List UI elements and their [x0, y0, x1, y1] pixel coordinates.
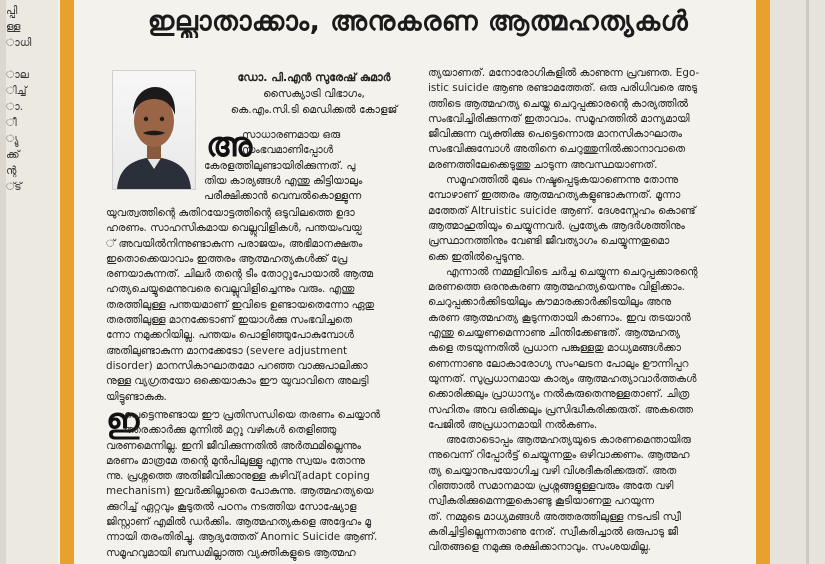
text-line: ത്യ ചെയ്യാനുപയോഗിച്ച വഴി വിശദീകരിക്കരുത്. അത	[428, 464, 677, 477]
text-line: പ്രസ്ഥാനത്തിനും വേണ്ടി ജീവത്യാഗം ചെയ്യുന്നതുമൊ	[428, 235, 670, 248]
author-name: ഡോ. പി.എൻ സുരേഷ് കുമാർ	[237, 71, 391, 84]
text-line: disorder) മാനസികാഘാതമോ പറഞ്ഞ വാക്കുപാലിക്കാ	[106, 359, 368, 372]
text-line: തരത്തിലുള്ള പന്തയമാണ് ഇവിടെ ഉണ്ടായതെന്നോ ഏതു	[106, 298, 374, 311]
text-line: മത്തേത് Altruistic suicide ആണ്. ദേശസ്നേഹം കൊണ്ട്	[428, 204, 696, 217]
text-line: കരിച്ചിട്ടില്ലെന്നതാണു നേര്. സ്വീകരിച്ചാൽ ഒരുപാടു ജീ	[428, 525, 678, 538]
text-line: ക്കൊരിക്കലും പ്രാധാന്യം നൽകരുതെന്നുള്ളതാണ്. ചിത്ര	[428, 388, 690, 401]
text-line: യുന്നത്. സുപ്രധാനമായ കാര്യം ആത്മഹത്യാവാർത്തകൾ	[428, 372, 697, 385]
accent-bar-left	[60, 0, 74, 564]
text-line: സഹിതം അവ ഒരിക്കലും പ്രസിദ്ധീകരിക്കരുത്. അകത്തെ	[428, 403, 693, 416]
text-line: ത്. നമ്മുടെ മാധ്യമങ്ങൾ അത്തരത്തിലുള്ള നടപടി സ്വീ	[428, 510, 681, 523]
text-line: എന്നാൽ നമ്മളിവിടെ ചർച്ച ചെയ്യുന്ന ചെറുപ്പക്കാരന്റെ	[446, 265, 698, 278]
text-line: റിഞ്ഞാൽ സമാനമായ പ്രശ്നങ്ങളുള്ളവരും അതേ വഴി	[428, 480, 674, 493]
text-line: കരണ ആത്മഹത്യ കൂടുന്നതായി കാണാം. ഇവ തടയാൻ	[428, 311, 691, 324]
text-line: ചെറുപ്പക്കാർക്കിടയിലും കൗമാരക്കാർക്കിടയിലും അനു	[428, 296, 672, 309]
text-line: ക്കുറിച്ച് ഏറ്റവും കൂടുതൽ പഠനം നടത്തിയ സോഷ്യോള	[106, 500, 357, 513]
text-line: അതോടൊപ്പം ആത്മഹത്യയുടെ കാരണമെന്തായിരു	[446, 434, 691, 447]
text-line: ണെന്നാണു ലോകാരോഗ്യ സംഘടന പോലും ഊന്നിപ്പറ	[428, 357, 689, 370]
text-line: ഇതൊക്കെയാവാം ഇത്തരം ആത്മഹത്യകൾക്ക് പ്രേ	[106, 252, 348, 265]
text-line: യുവത്വത്തിന്റെ കുതിറയോട്ടത്തിന്റെ ഒടുവിലത്തെ ഉദാ	[106, 207, 355, 219]
text-line: സമൂഹത്തിൽ മുഖം നഷ്ടപ്പെടുകയാണെന്നു തോന്നു	[446, 174, 679, 187]
text-line: ഹരണം. സാഹസികമായ വെല്ലുവിളികൾ, പന്തയംവയ്പ	[106, 222, 362, 235]
side-text: ിച്ച്	[6, 85, 27, 97]
text-line: ഹത്യചെയ്യുമെന്നുവരെ വെല്ലുവിളിച്ചെന്നും വരും. എന്തു	[106, 283, 355, 296]
side-text: ന്റ	[6, 165, 17, 177]
text-line: കളെ തടയുന്നതിൽ പ്രധാന പങ്കുള്ളതു മാധ്യമങ്ങൾക്കാ	[428, 342, 681, 355]
text-line: മരണം മാത്രമേ തന്റെ മുൻപിലുള്ളൂ എന്നു സ്വയം തോന്നു	[106, 454, 365, 467]
column-1-intro	[204, 125, 422, 204]
text-line: സംഭവിച്ചിരിക്കുന്നത് ഇതാവാം. സമൂഹത്തിൽ മാന്യമായി	[428, 112, 690, 125]
text-line: അതിലുണ്ടാകുന്ന മാനക്കേടോ (severe adjustment	[106, 344, 348, 357]
page-margin-right	[770, 0, 825, 564]
text-line: രണയാകുന്നത്. ചിലർ തന്റെ ടീം തോറ്റുപോയാൽ ആത്മ	[106, 268, 373, 281]
author-institution: കെ.എം.സി.ടി മെഡിക്കൽ കോളജ്	[230, 104, 398, 116]
text-line: തരത്തിലുള്ള മാനക്കേടാണ് ഇയാൾക്കു സംഭവിച്ചതെ	[106, 314, 352, 327]
adjacent-column-strip	[0, 0, 58, 564]
side-text: ്യു	[6, 133, 19, 145]
author-role: സൈക്യാട്രി വിഭാഗം,	[263, 88, 365, 100]
text-line: പെട്ടെന്നുണ്ടായ ഈ പ്രതിസന്ധിയെ തരണം ചെയ്യാൻ	[124, 409, 381, 421]
column-1-part-2	[106, 408, 422, 561]
portrait-photo-icon	[113, 71, 195, 189]
text-line: പേജിൽ അപ്രധാനമായി നൽകണം.	[428, 418, 598, 431]
article-headline: ഇല്ലാതാക്കാം, അനുകരണ ആത്മഹത്യകൾ	[147, 6, 689, 37]
text-line: വരണമെന്നില്ല. ഇനി ജീവിക്കുന്നതിൽ അർത്ഥമില്ലെന്നും	[106, 439, 361, 452]
text-line: ജിസ്റ്റാണ് എമിൽ ഡർക്കിം. ആത്മഹത്യകളെ അദ്ദേഹം മൂ	[106, 516, 372, 529]
text-line: ന്നു. പ്രശ്നത്തെ അതിജീവിക്കാനുള്ള കഴിവ്(adapt coping	[106, 470, 370, 483]
text-line: ത്തിടെ ആത്മഹത്യ ചെയ്ത ചെറുപ്പക്കാരന്റെ കാര്യത്തിൽ	[428, 97, 688, 110]
side-text: ീ	[6, 117, 17, 129]
text-line: ക്കെ ഇതിൽപ്പെടുന്നു.	[428, 250, 525, 263]
side-text: പ്പി	[6, 5, 18, 17]
text-line: mechanism) ഇവർക്കില്ലാതെ പോകുന്നു. ആത്മഹത്യയെ	[106, 485, 374, 498]
side-text: ള്ള	[6, 21, 21, 33]
text-line: ജീവിക്കുന്ന വ്യക്തിക്കു പെട്ടെന്നൊരു മാനസികാഘാതം	[428, 128, 682, 141]
side-text: ക്ക്	[6, 149, 20, 161]
text-line: കേരളത്തിലുണ്ടായിരിക്കുന്നത്. പു	[204, 159, 356, 172]
column-2	[428, 66, 752, 556]
text-line: istic suicide ആണു രണ്ടാമത്തേത്. ഒരു പരിധിവരെ അടു	[428, 82, 698, 95]
drop-cap: അ	[206, 125, 253, 165]
column-1	[106, 206, 422, 405]
text-line: ആത്മാഹുതിയും ചെയ്യുന്നവർ. പ്രത്യേക ആദർശത്തിനും	[428, 219, 685, 232]
text-line: മരണത്തെ ഒരനുകരണ ആത്മഹത്യയെന്നും വിളിക്കാം.	[428, 281, 685, 294]
accent-bar-right	[756, 0, 770, 564]
side-text: ്ട്	[6, 181, 22, 193]
paper-fold	[806, 0, 809, 564]
text-line: ന്നായി തരംതിരിച്ചു. ആദ്യത്തേത് Anomic Suicide ആണ്.	[106, 531, 378, 544]
text-line: സമൂഹവുമായി ബന്ധമില്ലാത്ത വ്യക്തികളുടെ ആത്മഹ	[106, 546, 356, 559]
text-line: സ്വീകരിക്കുമെന്നതുകൊണ്ടു കൂടിയാണതു പറയുന്ന	[428, 495, 654, 508]
text-line: ന്നോ നമുക്കറിയില്ല. പന്തയം പൊളിഞ്ഞുപോകുമ്പോൾ	[106, 329, 354, 342]
text-line: എന്തു ചെയ്യണമെന്നാണു ചിന്തിക്കേണ്ടത്. ആത്മഹത്യ	[428, 327, 680, 340]
text-line: ത്യയാണത്. മനോരോഗികളിൽ കാണുന്ന പ്രവണത. Ego-	[428, 67, 700, 79]
text-line: ് അവയിൽനിന്നുണ്ടാകുന്ന പരാജയം, അഭിമാനക്ഷതം	[106, 237, 363, 250]
text-line: നുള്ള വ്യഗ്രതയോ ഒക്കെയാകാം ഈ യുവാവിനെ അലട്ടി	[106, 375, 369, 388]
text-line: സാധാരണമായ ഒരു	[242, 129, 341, 141]
text-line: യിട്ടുണ്ടാകുക.	[106, 390, 167, 403]
side-text: ാല	[6, 69, 29, 81]
drop-cap-2: ഇ	[106, 401, 140, 441]
text-line: മ്പോഴാണ് ഇത്തരം ആത്മഹത്യകളുണ്ടാകുന്നത്. മൂന്നാ	[428, 189, 681, 202]
text-line: വിതങ്ങളെ നമുക്കു രക്ഷിക്കാനാവും. സംശയമില്ല.	[428, 541, 651, 554]
article	[74, 0, 756, 564]
text-line: പരീക്ഷിക്കാൻ വെമ്പൽകൊള്ളുന്ന	[204, 190, 362, 203]
side-text: ാധി	[6, 37, 32, 49]
text-line: സംഭവിക്കുമ്പോൾ അതിനെ ചെറുത്തുനിൽക്കാനാവാതെ	[428, 143, 686, 156]
text-line: ത്തരക്കാർക്കു മുന്നിൽ മറ്റു വഴികൾ തെളിഞ്ഞു	[124, 424, 337, 437]
text-line: തിയ കാര്യങ്ങൾ എന്തു കിട്ടിയാലും	[204, 174, 363, 187]
text-line: സംഭവമാണിപ്പോൾ	[242, 144, 334, 157]
side-text: ാ.	[6, 101, 24, 113]
text-line: മരണത്തിലേക്കെടുത്തു ചാടുന്ന അവസ്ഥയാണത്.	[428, 158, 658, 171]
author-byline	[204, 70, 424, 118]
text-line: ന്നുവെന്ന് റിപ്പോർട്ട് ചെയ്യുന്നതും ഒഴിവാക്കണം. ആത്മഹ	[428, 449, 690, 462]
author-photo	[112, 70, 196, 190]
